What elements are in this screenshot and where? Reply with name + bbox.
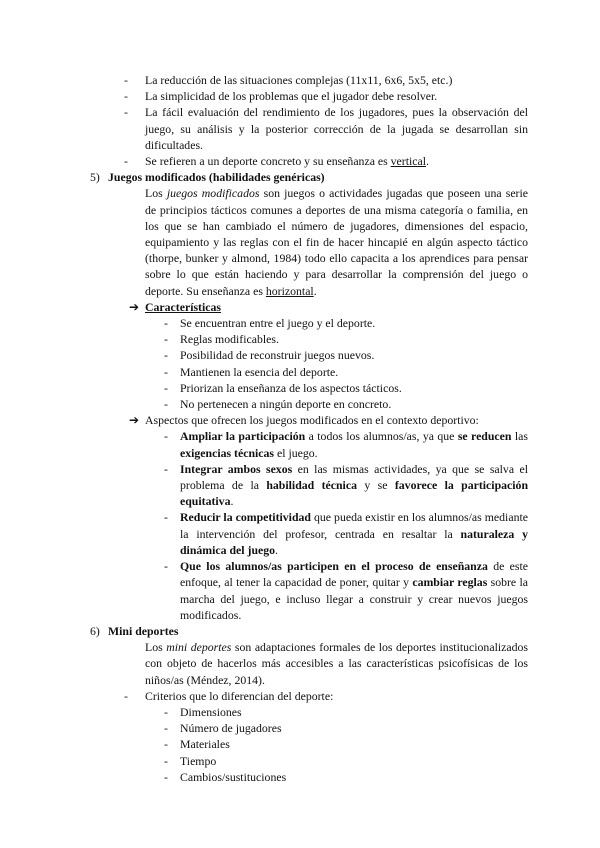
dash-bullet: - xyxy=(164,397,168,412)
list-item-text: Mantienen la esencia del deporte. xyxy=(180,364,339,379)
subheading xyxy=(145,299,528,315)
text: son adaptaciones formales de los deportes institucionalizados con objeto de hacerlos más accesibles a las características psicofísicas de los niños/as (Méndez, 2014). xyxy=(145,640,528,687)
list-item xyxy=(0,104,600,153)
list-item-text xyxy=(145,153,528,169)
list-item xyxy=(0,153,600,169)
section-number: 6) xyxy=(90,623,100,638)
text: en las mismas actividades, ya que se salva el problema de la xyxy=(180,461,528,493)
section-heading-5 xyxy=(0,169,600,185)
dash-bullet: - xyxy=(164,753,168,768)
text: Los xyxy=(145,186,167,201)
list-item-text: Materiales xyxy=(180,737,230,752)
list-item xyxy=(0,347,600,363)
text: son juegos o actividades jugadas que poseen una serie de principios tácticos comunes a deportes de una misma categoría o familia, en los que se han cambiado el número de jugadores, dimensiones del espacio, equipamiento y las reglas con el fin de hacer hincapié en algún aspecto táctico (thorpe, bunker y almond, 1984) todo ello capacita a los aprendices para pensar sobre lo que están haciendo y para desarrollar la comprensión del juego o deporte. Su enseñanza es xyxy=(145,186,529,298)
italic-term: mini deportes xyxy=(166,640,232,655)
bold-text: Ampliar la participación xyxy=(180,429,306,444)
list-item xyxy=(0,688,600,704)
italic-term: juegos modificados xyxy=(166,186,260,201)
dash-bullet: - xyxy=(164,769,168,784)
list-item-text: La reducción de las situaciones complejas (11x11, 6x6, 5x5, etc.) xyxy=(145,73,453,87)
list-item xyxy=(0,461,600,510)
dash-bullet: - xyxy=(124,73,128,87)
paragraph-text xyxy=(145,639,528,688)
list-item-text: Se encuentran entre el juego y el deporte. xyxy=(180,316,376,331)
dash-bullet: - xyxy=(164,510,168,525)
text: las xyxy=(511,429,528,444)
dash-bullet: - xyxy=(164,380,168,395)
list-item xyxy=(0,88,600,104)
section-number: 5) xyxy=(90,170,100,185)
arrow-icon: ➔ xyxy=(129,299,139,314)
bold-text: cambiar reglas xyxy=(412,575,488,590)
arrow-item-caracteristicas xyxy=(0,299,600,315)
list-item xyxy=(0,72,600,88)
subheading-text: Características xyxy=(145,299,221,314)
text: sobre la marcha del juego, e incluso llegar a construir y crear nuevos juegos modificados. xyxy=(180,575,528,622)
document-page xyxy=(0,72,600,785)
dash-bullet: - xyxy=(164,721,168,736)
list-item xyxy=(0,380,600,396)
list-item-text: Tiempo xyxy=(180,753,217,768)
text: . xyxy=(426,154,429,169)
text: . xyxy=(313,283,317,298)
bold-text: Integrar ambos sexos xyxy=(180,461,293,476)
arrow-item-aspectos xyxy=(0,412,600,428)
text: de este enfoque, al tener la capacidad de poner, quitar y xyxy=(180,559,528,590)
subheading-text: Aspectos que ofrecen los juegos modificados en el contexto deportivo: xyxy=(145,413,479,428)
list-item xyxy=(0,704,600,720)
list-item xyxy=(0,331,600,347)
bold-text: Que los alumnos/as participen en el proceso de enseñanza xyxy=(180,559,488,574)
text: . xyxy=(230,494,234,509)
bold-text: favorece la participación equitativa xyxy=(180,478,529,509)
underlined-term: vertical xyxy=(390,154,427,169)
list-item-text: Reglas modificables. xyxy=(180,332,279,347)
heading-text: Juegos modificados (habilidades genéricas) xyxy=(108,170,325,185)
list-item-text: La fácil evaluación del rendimiento de los jugadores, pues la observación del juego, su análisis y la posterior corrección de la jugada se desarrollan sin dificultades. xyxy=(145,105,528,152)
paragraph xyxy=(0,185,600,298)
list-item-text: Criterios que lo diferencian del deporte: xyxy=(145,688,334,703)
bold-text: habilidad técnica xyxy=(266,478,357,493)
list-item xyxy=(0,428,600,460)
dash-bullet: - xyxy=(164,559,168,574)
dash-bullet: - xyxy=(164,461,168,476)
bold-text: Reducir la competitividad xyxy=(180,510,311,525)
dash-bullet: - xyxy=(164,737,168,752)
list-item xyxy=(0,558,600,623)
section-heading-6 xyxy=(0,623,600,639)
underlined-term: horizontal xyxy=(265,283,314,298)
dash-bullet: - xyxy=(164,316,168,331)
text: Se refieren a un deporte concreto y su enseñanza es xyxy=(145,154,391,169)
list-item-text: Número de jugadores xyxy=(180,721,282,736)
arrow-icon: ➔ xyxy=(129,413,139,428)
list-item-text xyxy=(180,461,528,510)
bold-text: se reducen xyxy=(457,429,512,444)
text: y se xyxy=(356,478,395,493)
text: . xyxy=(275,542,278,557)
list-item-text: La simplicidad de los problemas que el jugador debe resolver. xyxy=(145,89,438,104)
list-item xyxy=(0,736,600,752)
dash-bullet: - xyxy=(124,154,128,169)
dash-bullet: - xyxy=(164,332,168,347)
list-item xyxy=(0,364,600,380)
list-item xyxy=(0,509,600,558)
list-item xyxy=(0,720,600,736)
dash-bullet: - xyxy=(124,688,128,703)
bold-text: naturaleza y dinámica del juego xyxy=(180,526,528,557)
list-item-text: No pertenecen a ningún deporte en concreto. xyxy=(180,397,392,412)
list-item-text xyxy=(180,428,528,460)
list-item-text xyxy=(180,509,528,558)
paragraph-text xyxy=(145,185,528,298)
dash-bullet: - xyxy=(164,429,168,444)
list-item-text xyxy=(180,558,528,623)
dash-bullet: - xyxy=(164,704,168,719)
paragraph xyxy=(0,639,600,688)
heading-text: Mini deportes xyxy=(108,623,179,638)
text: Los xyxy=(145,640,167,655)
dash-bullet: - xyxy=(124,89,128,104)
dash-bullet: - xyxy=(164,364,168,379)
list-item xyxy=(0,396,600,412)
list-item xyxy=(0,315,600,331)
list-item-text: Dimensiones xyxy=(180,704,242,719)
list-item-text: Cambios/sustituciones xyxy=(180,769,287,784)
list-item-text: Priorizan la enseñanza de los aspectos tácticos. xyxy=(180,380,402,395)
text: a todos los alumnos/as, ya que xyxy=(305,429,458,444)
list-item xyxy=(0,769,600,785)
dash-bullet: - xyxy=(164,348,168,363)
list-item xyxy=(0,753,600,769)
bold-text: exigencias técnicas xyxy=(180,445,275,460)
text: que pueda existir en los alumnos/as mediante la intervención del profesor, centrada en resaltar la xyxy=(180,510,528,541)
text: el juego. xyxy=(274,445,318,460)
dash-bullet: - xyxy=(124,105,128,120)
list-item-text: Posibilidad de reconstruir juegos nuevos. xyxy=(180,348,375,363)
